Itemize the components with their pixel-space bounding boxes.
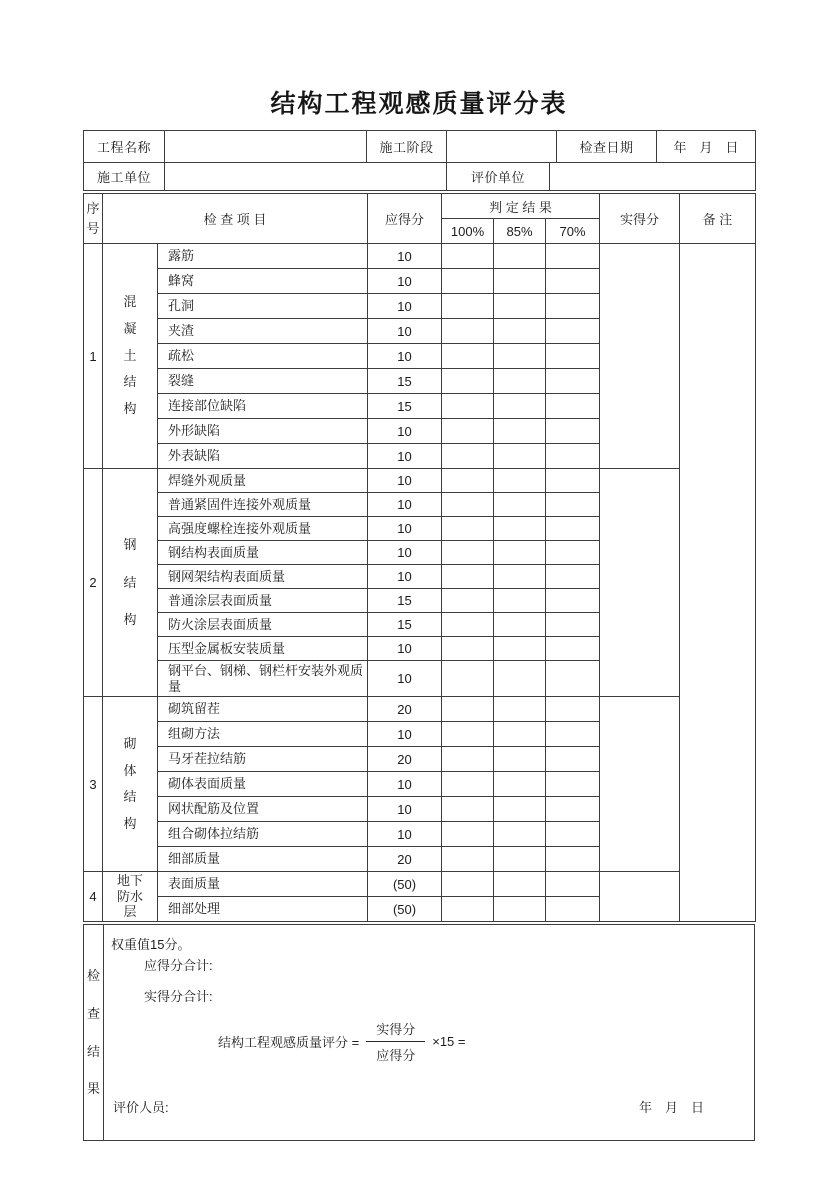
item-label: 普通涂层表面质量 [158,589,368,613]
deserved-score: 20 [368,747,442,772]
formula-prefix: 结构工程观感质量评分 = [218,1035,360,1051]
judgement-cell-85[interactable] [494,419,546,444]
formula-fraction [366,1019,425,1064]
table-row [84,244,756,269]
judgement-cell-70[interactable] [546,244,600,269]
judgement-cell-70[interactable] [546,517,600,541]
construction-unit-label: 施工单位 [84,163,165,191]
header-remark: 备 注 [680,194,756,244]
remark-cell[interactable] [680,244,756,922]
judgement-cell-100[interactable] [442,269,494,294]
judgement-cell-100[interactable] [442,722,494,747]
judgement-cell-100[interactable] [442,369,494,394]
judgement-cell-85[interactable] [494,469,546,493]
judgement-cell-100[interactable] [442,797,494,822]
item-label: 连接部位缺陷 [158,394,368,419]
deserved-score: 10 [368,772,442,797]
judgement-cell-85[interactable] [494,722,546,747]
score-formula [218,1019,466,1064]
deserved-score: 10 [368,444,442,469]
judgement-cell-70[interactable] [546,722,600,747]
judgement-cell-85[interactable] [494,344,546,369]
item-label: 裂缝 [158,369,368,394]
judgement-cell-85[interactable] [494,493,546,517]
section-category [103,469,158,697]
deserved-score: 10 [368,722,442,747]
item-label: 马牙茬拉结筋 [158,747,368,772]
item-label: 砌体表面质量 [158,772,368,797]
judgement-cell-85[interactable] [494,541,546,565]
item-label: 砌筑留茬 [158,697,368,722]
item-label: 高强度螺栓连接外观质量 [158,517,368,541]
evaluation-unit-field[interactable] [550,163,756,191]
judgement-cell-100[interactable] [442,661,494,697]
judgement-cell-70[interactable] [546,344,600,369]
judgement-cell-100[interactable] [442,444,494,469]
section-seq: 1 [84,244,103,469]
judgement-cell-85[interactable] [494,565,546,589]
judgement-cell-70[interactable] [546,747,600,772]
judgement-cell-100[interactable] [442,613,494,637]
judgement-cell-85[interactable] [494,319,546,344]
judgement-cell-70[interactable] [546,369,600,394]
actual-score-cell[interactable] [600,697,680,872]
deserved-total-label[interactable]: 应得分合计: [144,958,213,974]
judgement-cell-100[interactable] [442,589,494,613]
deserved-score: 15 [368,369,442,394]
item-label: 细部质量 [158,847,368,872]
judgement-cell-100[interactable] [442,294,494,319]
judgement-cell-85[interactable] [494,294,546,319]
judgement-cell-70[interactable] [546,469,600,493]
table-row [84,469,756,493]
item-label: 组合砌体拉结筋 [158,822,368,847]
deserved-score: 10 [368,319,442,344]
deserved-score: 15 [368,613,442,637]
item-label: 压型金属板安装质量 [158,637,368,661]
item-label: 钢结构表面质量 [158,541,368,565]
judgement-cell-70[interactable] [546,613,600,637]
deserved-score: 20 [368,847,442,872]
deserved-score: 10 [368,419,442,444]
judgement-cell-85[interactable] [494,369,546,394]
section-category [103,697,158,872]
weight-note: 权重值15分。 [111,937,191,953]
judgement-cell-100[interactable] [442,747,494,772]
judgement-cell-70[interactable] [546,419,600,444]
item-label: 外形缺陷 [158,419,368,444]
item-label: 钢平台、钢梯、钢栏杆安装外观质量 [158,661,368,697]
actual-score-cell[interactable] [600,244,680,469]
judgement-cell-85[interactable] [494,444,546,469]
judgement-cell-100[interactable] [442,565,494,589]
judgement-cell-85[interactable] [494,822,546,847]
table-row [84,697,756,722]
judgement-cell-100[interactable] [442,897,494,922]
inspection-result-label-cell [84,925,104,1140]
project-name-label: 工程名称 [84,131,165,163]
header-deserved-score: 应得分 [368,194,442,244]
formula-numerator: 实得分 [376,1022,416,1038]
judgement-cell-70[interactable] [546,294,600,319]
judgement-cell-85[interactable] [494,847,546,872]
deserved-score: 10 [368,822,442,847]
judgement-cell-100[interactable] [442,772,494,797]
judgement-cell-100[interactable] [442,244,494,269]
header-seq: 序号 [84,194,103,244]
judgement-cell-85[interactable] [494,661,546,697]
judgement-cell-85[interactable] [494,613,546,637]
inspection-date-label: 检查日期 [557,131,657,163]
actual-score-cell[interactable] [600,872,680,922]
judgement-cell-100[interactable] [442,822,494,847]
deserved-score: 10 [368,269,442,294]
section-category-label: 钢结构 [123,537,137,628]
judgement-cell-85[interactable] [494,637,546,661]
item-label: 露筋 [158,244,368,269]
judgement-cell-100[interactable] [442,493,494,517]
judgement-cell-70[interactable] [546,661,600,697]
judgement-cell-70[interactable] [546,772,600,797]
actual-total-label[interactable]: 实得分合计: [144,989,213,1005]
item-label: 疏松 [158,344,368,369]
item-label: 防火涂层表面质量 [158,613,368,637]
section-category-label: 混凝土结构 [123,294,137,416]
judgement-cell-70[interactable] [546,847,600,872]
judgement-cell-100[interactable] [442,469,494,493]
section-seq: 2 [84,469,103,697]
header-judgement-70: 70% [546,219,600,244]
item-label: 焊缝外观质量 [158,469,368,493]
section-seq: 4 [84,872,103,922]
judgement-cell-85[interactable] [494,747,546,772]
section-seq: 3 [84,697,103,872]
item-label: 外表缺陷 [158,444,368,469]
judgement-cell-70[interactable] [546,797,600,822]
item-label: 普通紧固件连接外观质量 [158,493,368,517]
judgement-cell-85[interactable] [494,697,546,722]
deserved-score: 10 [368,565,442,589]
deserved-score: 10 [368,797,442,822]
info-table [83,130,756,191]
deserved-score: 20 [368,697,442,722]
deserved-score: 10 [368,469,442,493]
construction-stage-label: 施工阶段 [367,131,447,163]
judgement-cell-85[interactable] [494,772,546,797]
summary-date[interactable]: 年 月 日 [638,1100,704,1116]
construction-stage-field[interactable] [447,131,557,163]
deserved-score: 10 [368,637,442,661]
judgement-cell-85[interactable] [494,517,546,541]
judgement-cell-100[interactable] [442,419,494,444]
inspection-result-section [83,924,755,1141]
judgement-cell-70[interactable] [546,394,600,419]
judgement-cell-70[interactable] [546,697,600,722]
judgement-cell-70[interactable] [546,872,600,897]
judgement-cell-100[interactable] [442,637,494,661]
deserved-score: 10 [368,493,442,517]
deserved-score: 10 [368,517,442,541]
judgement-cell-85[interactable] [494,244,546,269]
judgement-cell-85[interactable] [494,872,546,897]
section-category-label: 地下防水层 [116,873,143,920]
inspection-result-content [104,925,754,1140]
header-actual-score: 实得分 [600,194,680,244]
scoring-table [83,193,756,922]
formula-suffix: ×15 = [432,1034,466,1050]
project-name-field[interactable] [165,131,367,163]
item-label: 网状配筋及位置 [158,797,368,822]
item-label: 钢网架结构表面质量 [158,565,368,589]
judgement-cell-70[interactable] [546,541,600,565]
judgement-cell-70[interactable] [546,589,600,613]
item-label: 孔洞 [158,294,368,319]
inspection-date-field[interactable]: 年 月 日 [657,131,756,163]
judgement-cell-70[interactable] [546,565,600,589]
section-category [103,244,158,469]
judgement-cell-100[interactable] [442,697,494,722]
deserved-score: (50) [368,872,442,897]
construction-unit-field[interactable] [165,163,447,191]
judgement-cell-70[interactable] [546,897,600,922]
evaluators-label[interactable]: 评价人员: [113,1100,169,1116]
judgement-cell-70[interactable] [546,319,600,344]
document-page [83,0,755,1141]
judgement-cell-100[interactable] [442,344,494,369]
judgement-cell-70[interactable] [546,637,600,661]
judgement-cell-70[interactable] [546,444,600,469]
inspection-result-label: 检查结果 [86,968,100,1097]
judgement-cell-100[interactable] [442,319,494,344]
judgement-cell-85[interactable] [494,897,546,922]
header-judgement-100: 100% [442,219,494,244]
judgement-cell-85[interactable] [494,589,546,613]
item-label: 表面质量 [158,872,368,897]
deserved-score: 15 [368,394,442,419]
item-label: 蜂窝 [158,269,368,294]
item-label: 夹渣 [158,319,368,344]
judgement-cell-100[interactable] [442,847,494,872]
table-row [84,872,756,897]
judgement-cell-100[interactable] [442,517,494,541]
formula-denominator: 应得分 [366,1041,425,1064]
judgement-cell-85[interactable] [494,269,546,294]
actual-score-cell[interactable] [600,469,680,697]
header-item: 检 查 项 目 [103,194,368,244]
deserved-score: 15 [368,589,442,613]
deserved-score: 10 [368,541,442,565]
deserved-score: 10 [368,244,442,269]
judgement-cell-100[interactable] [442,872,494,897]
evaluation-unit-label: 评价单位 [447,163,550,191]
deserved-score: 10 [368,294,442,319]
deserved-score: 10 [368,344,442,369]
judgement-cell-85[interactable] [494,394,546,419]
deserved-score: (50) [368,897,442,922]
page-title: 结构工程观感质量评分表 [270,90,568,118]
judgement-cell-70[interactable] [546,493,600,517]
judgement-cell-85[interactable] [494,797,546,822]
section-category-label: 砌体结构 [123,735,137,831]
item-label: 组砌方法 [158,722,368,747]
judgement-cell-70[interactable] [546,822,600,847]
item-label: 细部处理 [158,897,368,922]
header-judgement-85: 85% [494,219,546,244]
deserved-score: 10 [368,661,442,697]
header-judgement: 判 定 结 果 [442,194,600,219]
section-category [103,872,158,922]
judgement-cell-100[interactable] [442,541,494,565]
judgement-cell-100[interactable] [442,394,494,419]
judgement-cell-70[interactable] [546,269,600,294]
